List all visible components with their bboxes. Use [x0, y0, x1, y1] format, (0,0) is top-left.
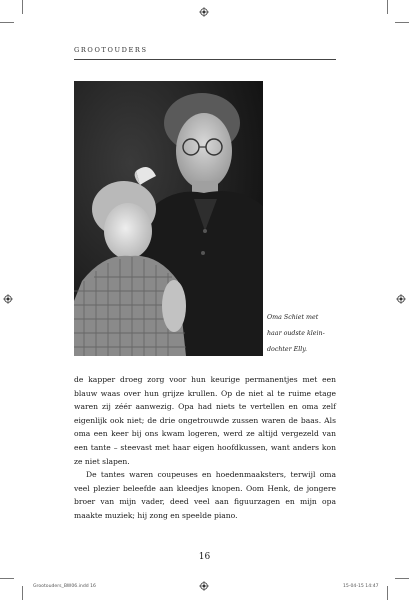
caption-line: dochter Elly.: [267, 346, 308, 353]
slug-file: Grootouders_BW06.indd 16: [33, 584, 96, 589]
body-text: [74, 373, 336, 523]
header-rule: [74, 59, 336, 60]
caption-line: haar oudste klein-: [267, 330, 325, 337]
crop-mark: [22, 586, 23, 600]
running-head: GROOTOUDERS: [74, 46, 148, 54]
crop-mark: [22, 0, 23, 14]
registration-mark-icon: [396, 294, 406, 304]
caption-line: Oma Schiet met: [267, 314, 319, 321]
crop-mark: [387, 586, 388, 600]
page-number: 16: [198, 552, 211, 562]
registration-mark-icon: [3, 294, 13, 304]
crop-mark: [395, 22, 409, 23]
crop-mark: [0, 578, 14, 579]
paragraph: De tantes waren coupeuses en hoedenmaaksters, terwijl oma veel plezier beleefde aan kleedjes knopen. Oom Henk, de jongere broer van mijn vader, deed veel aan figuurzagen en mijn opa maakte muziek; hij zong en speelde piano.: [74, 470, 336, 520]
crop-mark: [395, 578, 409, 579]
photograph: [74, 81, 263, 356]
photo-illustration: [74, 81, 263, 356]
registration-mark-icon: [199, 581, 209, 591]
registration-mark-icon: [199, 7, 209, 17]
crop-mark: [387, 0, 388, 14]
slug-date: 15-04-15 14:47: [343, 584, 379, 589]
crop-mark: [0, 22, 14, 23]
photo-caption: [267, 310, 337, 358]
paragraph: de kapper droeg zorg voor hun keurige permanentjes met een blauw waas over hun grijze krullen. Op de niet al te ruime etage waren zij zéér aanwezig. Opa had niets te vertellen en oma zelf eigenlijk ook niet; de drie ongetrouwde zussen waren de baas. Als oma een keer bij ons kwam logeren, werd ze altijd vergezeld van een tante – steevast met haar eigen hoofdkussen, want anders kon ze niet slapen.: [74, 375, 336, 466]
